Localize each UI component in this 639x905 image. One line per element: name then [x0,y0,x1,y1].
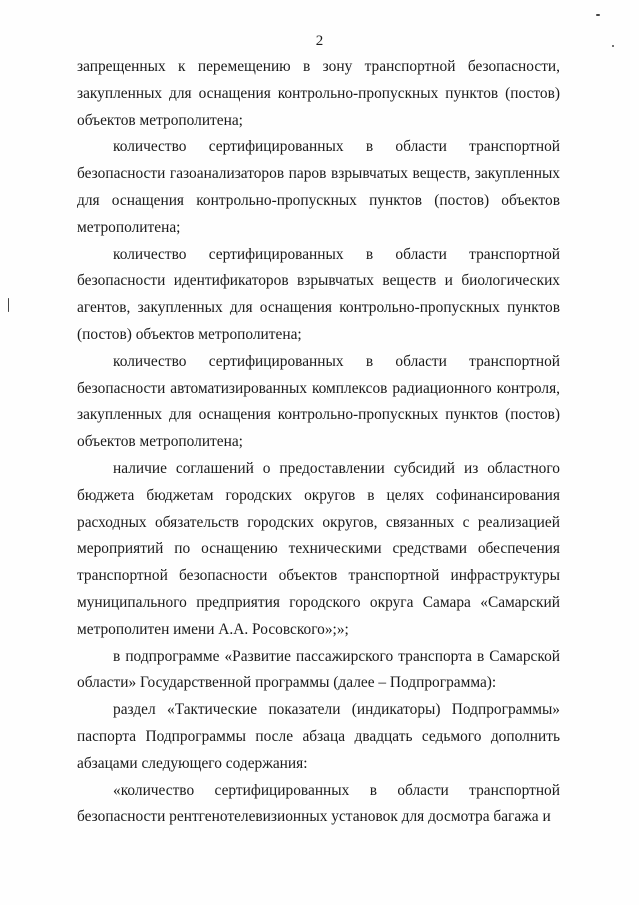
paragraph-section-indicators: раздел «Тактические показатели (индикаторы) Подпрограммы» паспорта Подпрограммы после абзаца двадцать седьмого дополнить абзацами следующего содержания: [77,701,560,772]
paragraph-xray-units: «количество сертифицированных в области транспортной безопасности рентгенотелевизионных установок для досмотра багажа и [77,781,560,826]
paragraph-radiation-control: количество сертифицированных в области транспортной безопасности автоматизированных комплексов радиационного контроля, закупленных для оснащения контрольно-пропускных пунктов (постов) объектов метрополитена; [77,352,560,451]
document-body [77,54,560,831]
paragraph-continuation: запрещенных к перемещению в зону транспортной безопасности, закупленных для оснащения контрольно-пропускных пунктов (постов) объектов метрополитена; [77,58,560,129]
paragraph-gas-analyzers: количество сертифицированных в области транспортной безопасности газоанализаторов паров взрывчатых веществ, закупленных для оснащения контрольно-пропускных пунктов (постов) объектов метрополитена; [77,138,560,236]
page-number: 2 [315,33,324,49]
scan-speck [8,298,9,312]
paragraph-subprogram: в подпрограмме «Развитие пассажирского транспорта в Самарской области» Государственной программы (далее – Подпрограмма): [77,647,560,692]
scan-speck [612,45,614,47]
paragraph-subsidy-agreements: наличие соглашений о предоставлении субсидий из областного бюджета бюджетам городских округов в целях софинансирования расходных обязательств городских округов, связанных с реализацией мероприятий по оснащению техническими средствами обеспечения транспортной безопасности объектов транспортной инфраструктуры муниципального предприятия городского округа Самара «Самарский метрополитен имени А.А. Росовского»;»; [77,459,560,638]
scan-speck [596,14,600,16]
paragraph-explosive-identifiers: количество сертифицированных в области транспортной безопасности идентификаторов взрывчатых веществ и биологических агентов, закупленных для оснащения контрольно-пропускных пунктов (постов) объектов метрополитена; [77,245,560,343]
